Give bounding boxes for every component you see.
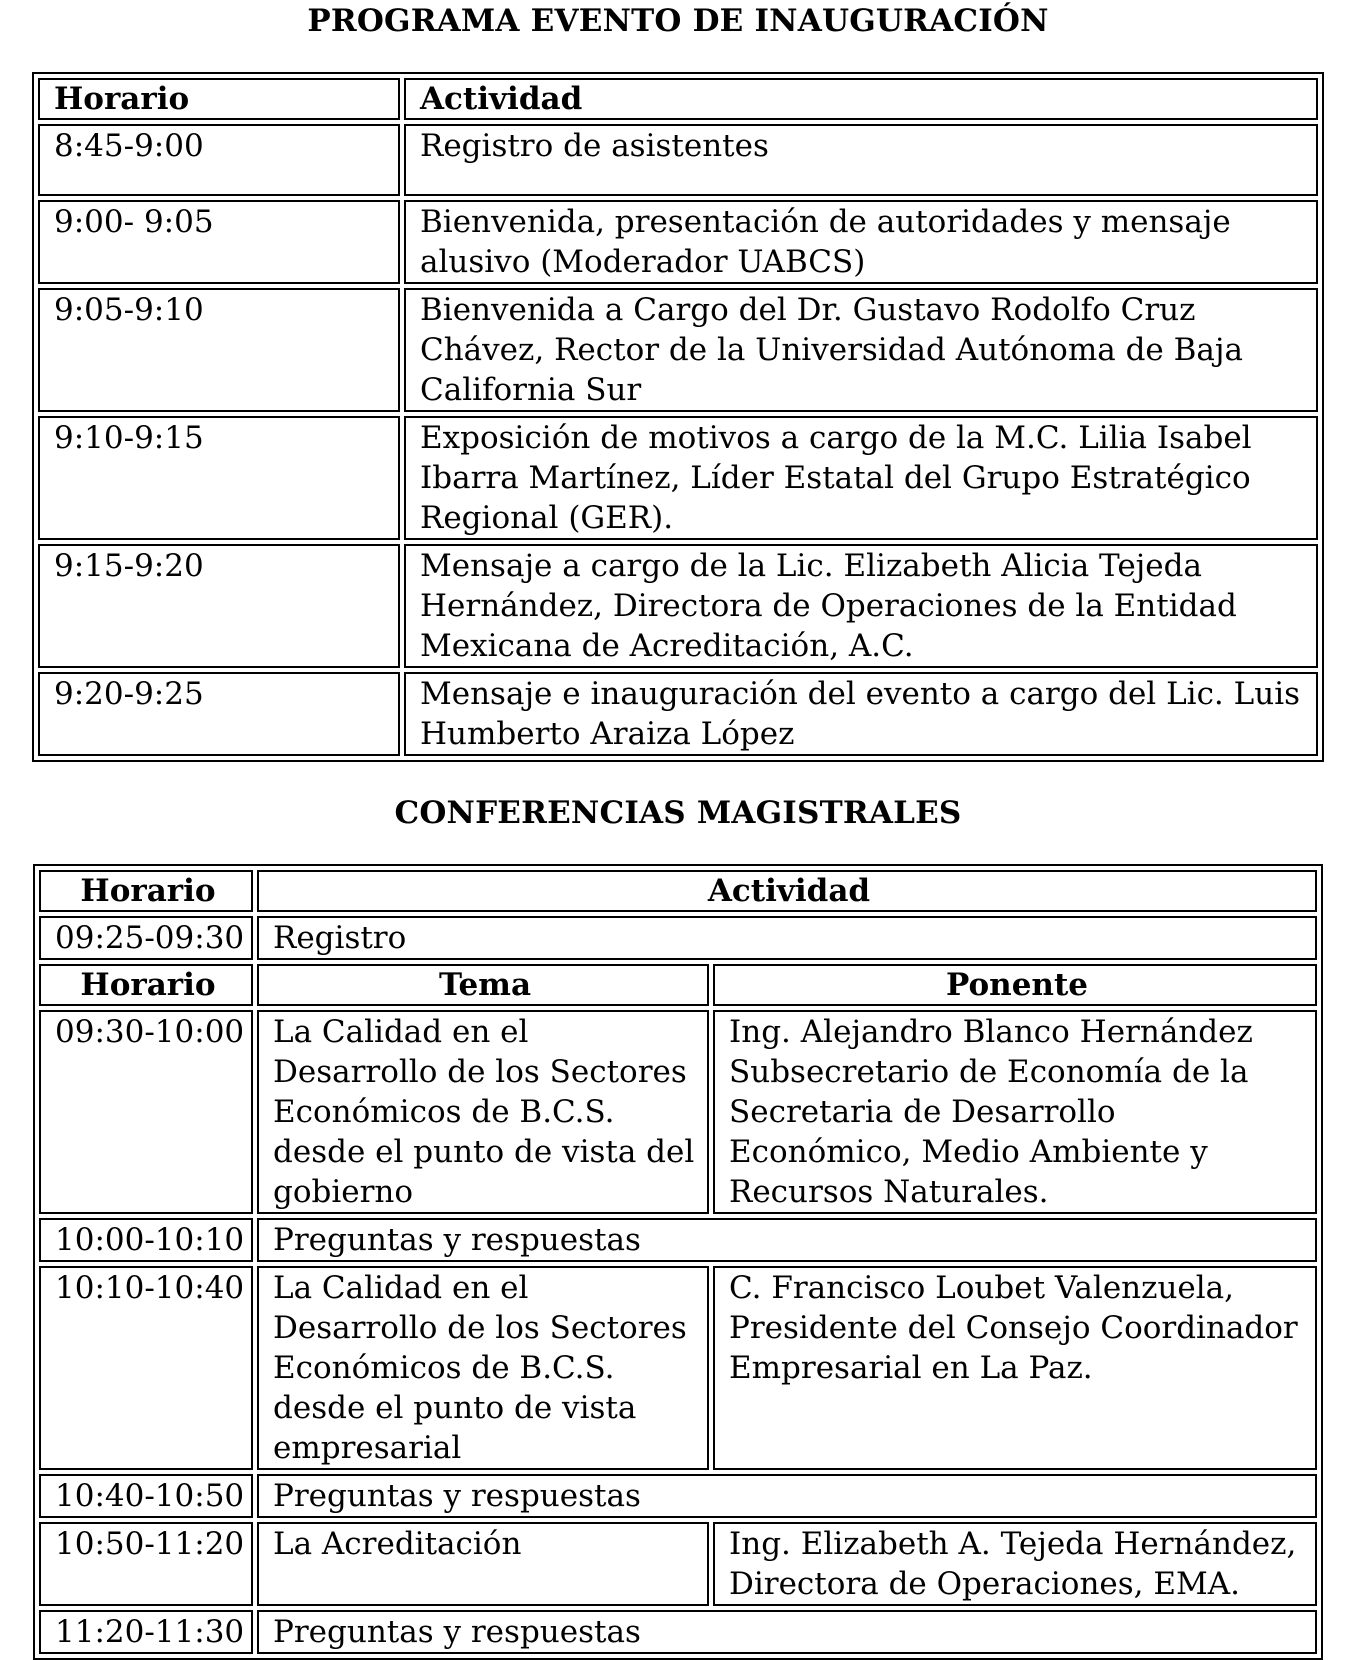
table-row [38,416,1318,540]
time-cell: 09:30-10:00 [39,1010,253,1214]
time-cell: 10:10-10:40 [39,1266,253,1470]
table-row [38,544,1318,668]
table-row [39,1218,1317,1262]
header-horario: Horario [38,78,400,120]
time-cell: 11:20-11:30 [39,1610,253,1654]
ponente-cell: Ing. Elizabeth A. Tejeda Hernández, Directora de Operaciones, EMA. [713,1522,1317,1606]
table-header-row [39,870,1317,912]
ponente-cell: C. Francisco Loubet Valenzuela, Presidente del Consejo Coordinador Empresarial en La Paz. [713,1266,1317,1470]
time-cell: 9:20-9:25 [38,672,400,756]
table-row [39,916,1317,960]
table-row [38,288,1318,412]
time-cell: 9:15-9:20 [38,544,400,668]
activity-cell: Registro [257,916,1317,960]
keynote-conferences-table [33,864,1323,1660]
table-row [39,1010,1317,1214]
time-cell: 9:05-9:10 [38,288,400,412]
table-row [39,1474,1317,1518]
header-horario: Horario [39,964,253,1006]
header-ponente: Ponente [713,964,1317,1006]
section2-title: CONFERENCIAS MAGISTRALES [394,795,962,831]
header-horario: Horario [39,870,253,912]
activity-cell: Preguntas y respuestas [257,1610,1317,1654]
header-tema: Tema [257,964,709,1006]
time-cell: 10:40-10:50 [39,1474,253,1518]
activity-cell: Exposición de motivos a cargo de la M.C. Lilia Isabel Ibarra Martínez, Líder Estatal del Grupo Estratégico Regional (GER). [404,416,1318,540]
time-cell: 9:10-9:15 [38,416,400,540]
table-header-row [39,964,1317,1006]
activity-cell: Preguntas y respuestas [257,1218,1317,1262]
activity-cell: Preguntas y respuestas [257,1474,1317,1518]
time-cell: 10:50-11:20 [39,1522,253,1606]
activity-cell: Registro de asistentes [404,124,1318,196]
activity-cell: Bienvenida a Cargo del Dr. Gustavo Rodolfo Cruz Chávez, Rector de la Universidad Autónoma de Baja California Sur [404,288,1318,412]
table-row [39,1610,1317,1654]
header-actividad: Actividad [404,78,1318,120]
time-cell: 8:45-9:00 [38,124,400,196]
table-header-row [38,78,1318,120]
time-cell: 9:00- 9:05 [38,200,400,284]
tema-cell: La Calidad en el Desarrollo de los Sectores Económicos de B.C.S. desde el punto de vista empresarial [257,1266,709,1470]
table-row [39,1522,1317,1606]
time-cell: 10:00-10:10 [39,1218,253,1262]
header-actividad: Actividad [257,870,1317,912]
activity-cell: Bienvenida, presentación de autoridades y mensaje alusivo (Moderador UABCS) [404,200,1318,284]
table-row [39,1266,1317,1470]
activity-cell: Mensaje a cargo de la Lic. Elizabeth Alicia Tejeda Hernández, Directora de Operaciones de la Entidad Mexicana de Acreditación, A.C. [404,544,1318,668]
table-row [38,672,1318,756]
ponente-cell: Ing. Alejandro Blanco Hernández Subsecretario de Economía de la Secretaria de Desarrollo Económico, Medio Ambiente y Recursos Naturales. [713,1010,1317,1214]
tema-cell: La Calidad en el Desarrollo de los Sectores Económicos de B.C.S. desde el punto de vista del gobierno [257,1010,709,1214]
inauguration-program-table [32,72,1324,762]
section1-title: PROGRAMA EVENTO DE INAUGURACIÓN [307,3,1049,39]
table-row [38,124,1318,196]
table-row [38,200,1318,284]
activity-cell: Mensaje e inauguración del evento a cargo del Lic. Luis Humberto Araiza López [404,672,1318,756]
tema-cell: La Acreditación [257,1522,709,1606]
time-cell: 09:25-09:30 [39,916,253,960]
